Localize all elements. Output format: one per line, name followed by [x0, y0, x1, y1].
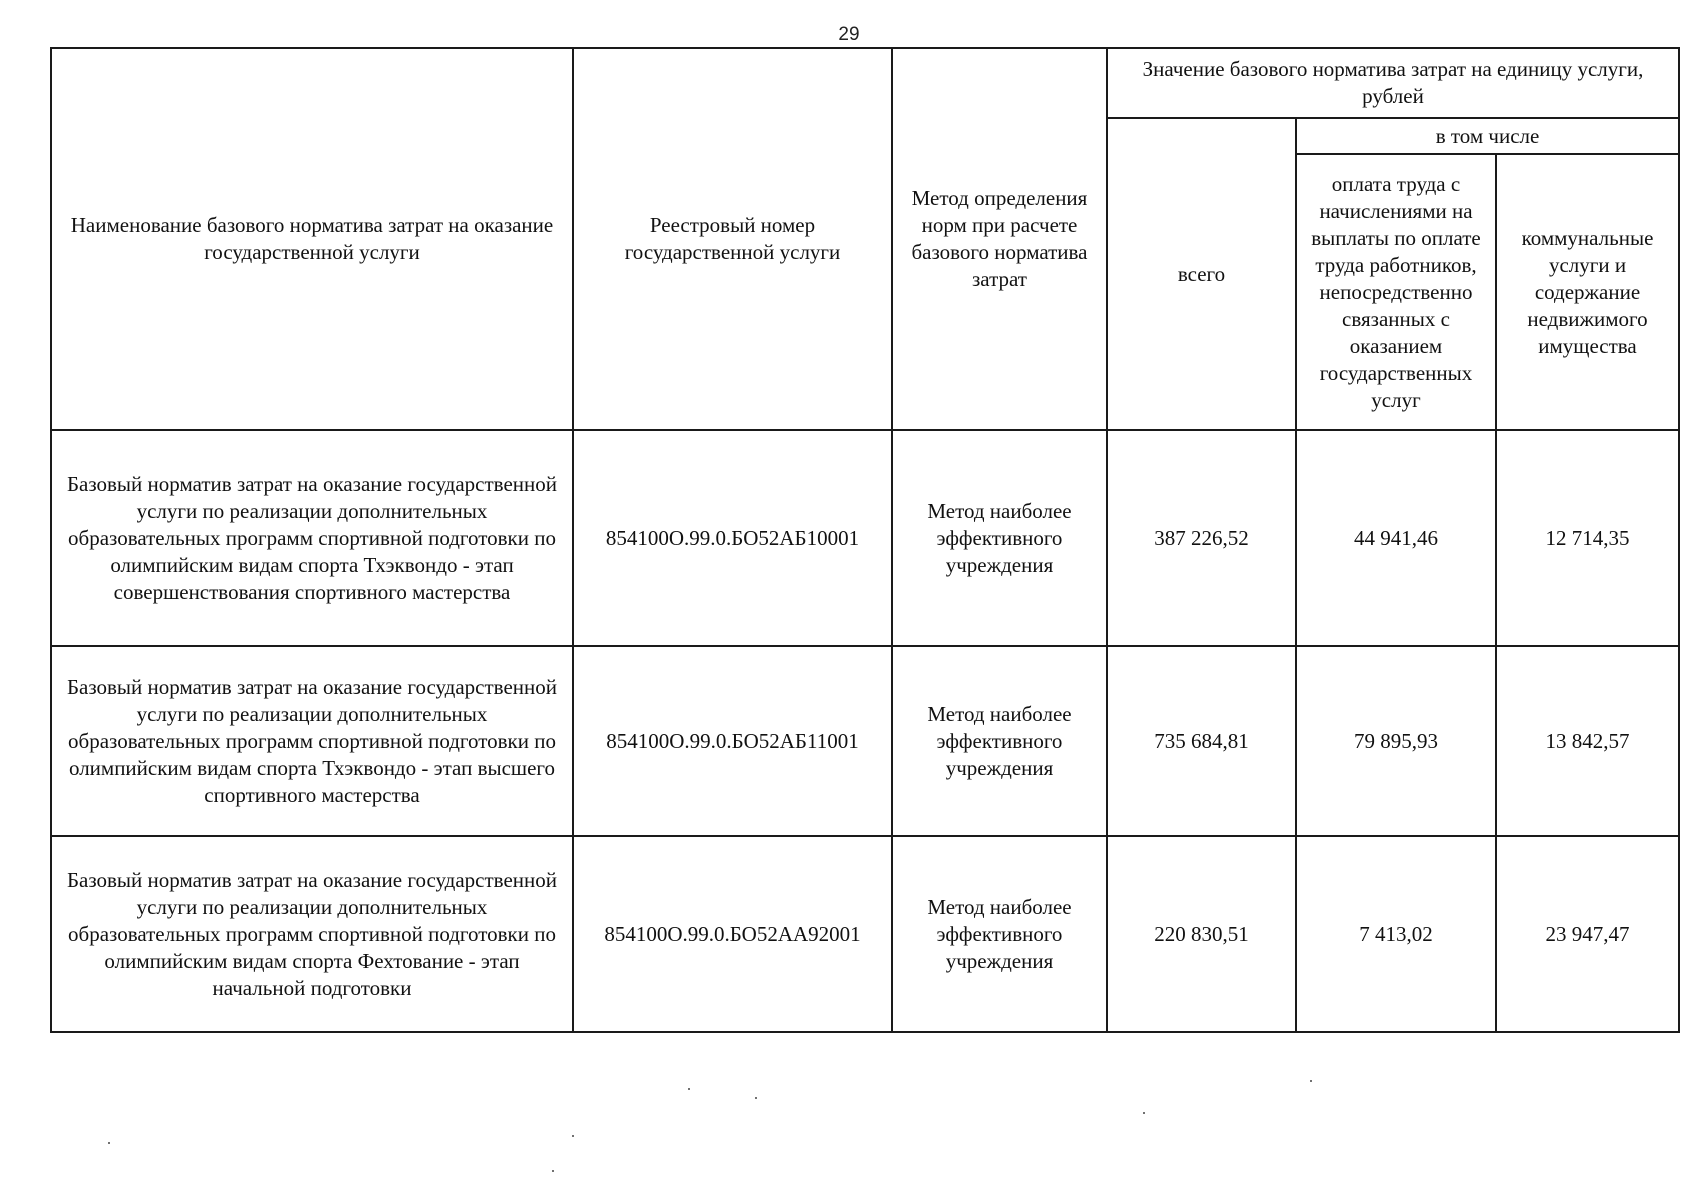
row-utilities: 13 842,57 — [1496, 646, 1679, 836]
cost-norms-table — [50, 47, 1680, 1033]
row-registry: 854100О.99.0.БО52АА92001 — [573, 836, 892, 1032]
scan-speck — [755, 1097, 757, 1099]
row-name: Базовый норматив затрат на оказание государственной услуги по реализации дополнительных образовательных программ спортивной подготовки по олимпийским видам спорта Тхэквондо - этап совершенствования спортивного мастерства — [51, 430, 573, 646]
row-labor: 7 413,02 — [1296, 836, 1496, 1032]
table-row — [51, 646, 1679, 836]
header-labor: оплата труда с начислениями на выплаты по оплате труда работников, непосредственно связанных с оказанием государственных услуг — [1296, 154, 1496, 430]
header-including: в том числе — [1296, 118, 1679, 154]
header-name: Наименование базового норматива затрат на оказание государственной услуги — [51, 48, 573, 430]
row-registry: 854100О.99.0.БО52АБ11001 — [573, 646, 892, 836]
row-utilities: 23 947,47 — [1496, 836, 1679, 1032]
scan-speck — [108, 1142, 110, 1144]
header-row-1 — [51, 48, 1679, 118]
table-row — [51, 836, 1679, 1032]
row-method: Метод наиболее эффективного учреждения — [892, 646, 1107, 836]
header-method: Метод определения норм при расчете базового норматива затрат — [892, 48, 1107, 430]
row-registry: 854100О.99.0.БО52АБ10001 — [573, 430, 892, 646]
scan-speck — [688, 1088, 690, 1090]
header-total: всего — [1107, 118, 1296, 430]
row-total: 735 684,81 — [1107, 646, 1296, 836]
row-method: Метод наиболее эффективного учреждения — [892, 430, 1107, 646]
scan-speck — [572, 1135, 574, 1137]
header-registry: Реестровый номер государственной услуги — [573, 48, 892, 430]
row-name: Базовый норматив затрат на оказание государственной услуги по реализации дополнительных образовательных программ спортивной подготовки по олимпийским видам спорта Фехтование - этап начальной подготовки — [51, 836, 573, 1032]
row-labor: 79 895,93 — [1296, 646, 1496, 836]
scan-speck — [1143, 1112, 1145, 1114]
row-total: 387 226,52 — [1107, 430, 1296, 646]
page-number: 29 — [838, 24, 860, 45]
header-value-group: Значение базового норматива затрат на единицу услуги, рублей — [1107, 48, 1679, 118]
row-utilities: 12 714,35 — [1496, 430, 1679, 646]
header-utilities: коммунальные услуги и содержание недвижимого имущества — [1496, 154, 1679, 430]
row-name: Базовый норматив затрат на оказание государственной услуги по реализации дополнительных образовательных программ спортивной подготовки по олимпийским видам спорта Тхэквондо - этап высшего спортивного мастерства — [51, 646, 573, 836]
row-method: Метод наиболее эффективного учреждения — [892, 836, 1107, 1032]
row-total: 220 830,51 — [1107, 836, 1296, 1032]
scan-speck — [552, 1170, 554, 1172]
scan-speck — [1310, 1080, 1312, 1082]
row-labor: 44 941,46 — [1296, 430, 1496, 646]
table-row — [51, 430, 1679, 646]
